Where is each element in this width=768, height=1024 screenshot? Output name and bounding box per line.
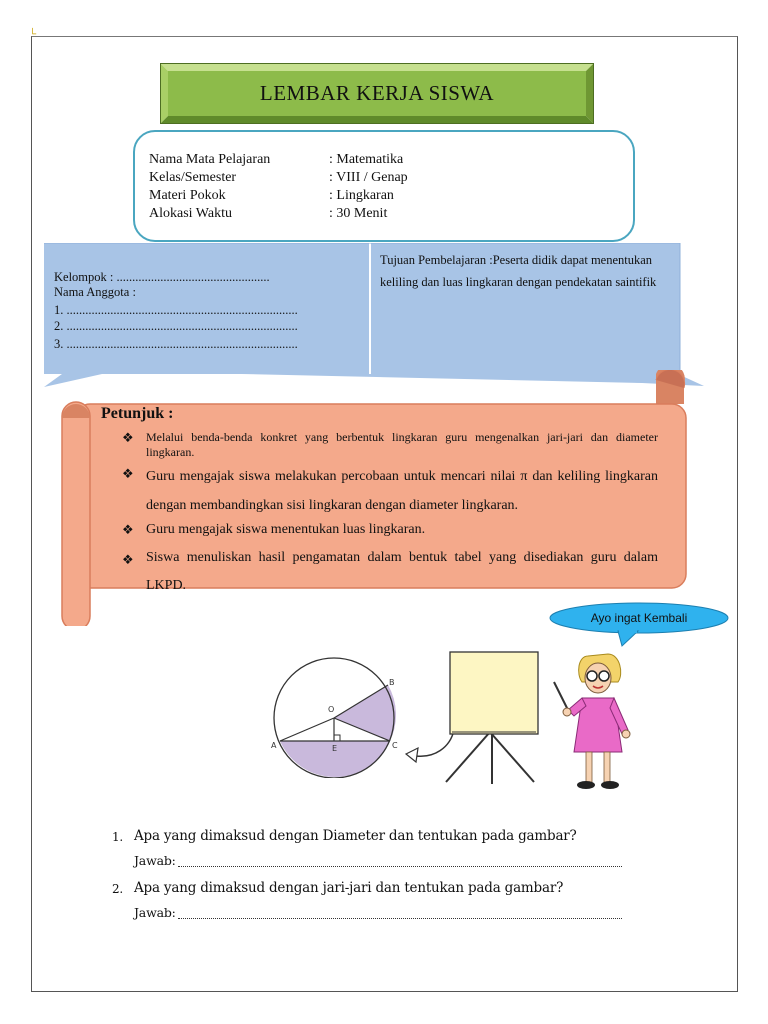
bullet-icon: ❖ [122,552,134,567]
question-1-number: 1. [112,830,124,844]
instruction-item-2: Guru mengajak siswa melakukan percobaan untuk mencari nilai π dan keliling lingkaran dengan membandingkan sisi lingkaran dengan diameter lingkaran. [146,469,658,513]
page-title: LEMBAR KERJA SISWA [259,81,495,105]
title-banner [160,63,594,124]
group-member-1: 1. .......................................................................... [54,303,298,317]
question-2-number: 2. [112,882,124,896]
bullet-icon: ❖ [122,466,134,481]
learning-goal: Tujuan Pembelajaran :Peserta didik dapat menentukan keliling dan luas lingkaran dengan pendekatan saintifik [380,253,657,289]
subject-info-box [133,130,635,242]
label-b: B [389,678,395,687]
info-value-time: : 30 Menit [329,206,388,221]
bullet-icon: ❖ [122,430,134,445]
question-2-text: Apa yang dimaksud dengan jari-jari dan tentukan pada gambar? [134,880,564,896]
info-value-subject: : Matematika [329,152,404,167]
speech-bubble [548,602,730,640]
bullet-icon: ❖ [122,522,134,537]
easel-board-illustration [440,648,550,788]
info-label-subject: Nama Mata Pelajaran [149,152,271,167]
instructions-title: Petunjuk : [101,405,174,422]
label-a: A [271,741,277,750]
question-2-answer-line[interactable] [178,918,622,919]
speech-bubble-text: Ayo ingat Kembali [590,610,688,625]
question-1-text: Apa yang dimaksud dengan Diameter dan tentukan pada gambar? [134,828,577,844]
label-e: E [332,744,338,753]
info-label-class: Kelas/Semester [149,170,237,185]
info-label-time: Alokasi Waktu [149,206,232,221]
question-2-answer-label: Jawab: [134,905,176,920]
label-c: C [392,741,398,750]
instruction-item-4: Siswa menuliskan hasil pengamatan dalam bentuk tabel yang disediakan guru dalam LKPD. [146,550,658,593]
group-kelompok: Kelompok : ................................................. [54,270,270,284]
label-o: O [328,705,335,714]
group-member-2: 2. .......................................................................... [54,319,298,333]
instruction-item-3: Guru mengajak siswa menentukan luas lingkaran. [146,522,426,537]
info-value-class: : VIII / Genap [329,170,408,185]
corner-mark: └ [29,29,37,40]
question-1-answer-label: Jawab: [134,853,176,868]
teacher-illustration [548,646,648,796]
info-value-topic: : Lingkaran [329,188,394,203]
instruction-item-1: Melalui benda-benda konkret yang berbentuk lingkaran guru mengenalkan jari-jari dan diameter lingkaran. [146,430,658,459]
circle-diagram [268,648,420,778]
instructions-scroll [60,370,688,626]
question-1-answer-line[interactable] [178,866,622,867]
info-label-topic: Materi Pokok [149,188,226,203]
group-member-3: 3. .......................................................................... [54,337,298,351]
group-anggota: Nama Anggota : [54,285,136,299]
